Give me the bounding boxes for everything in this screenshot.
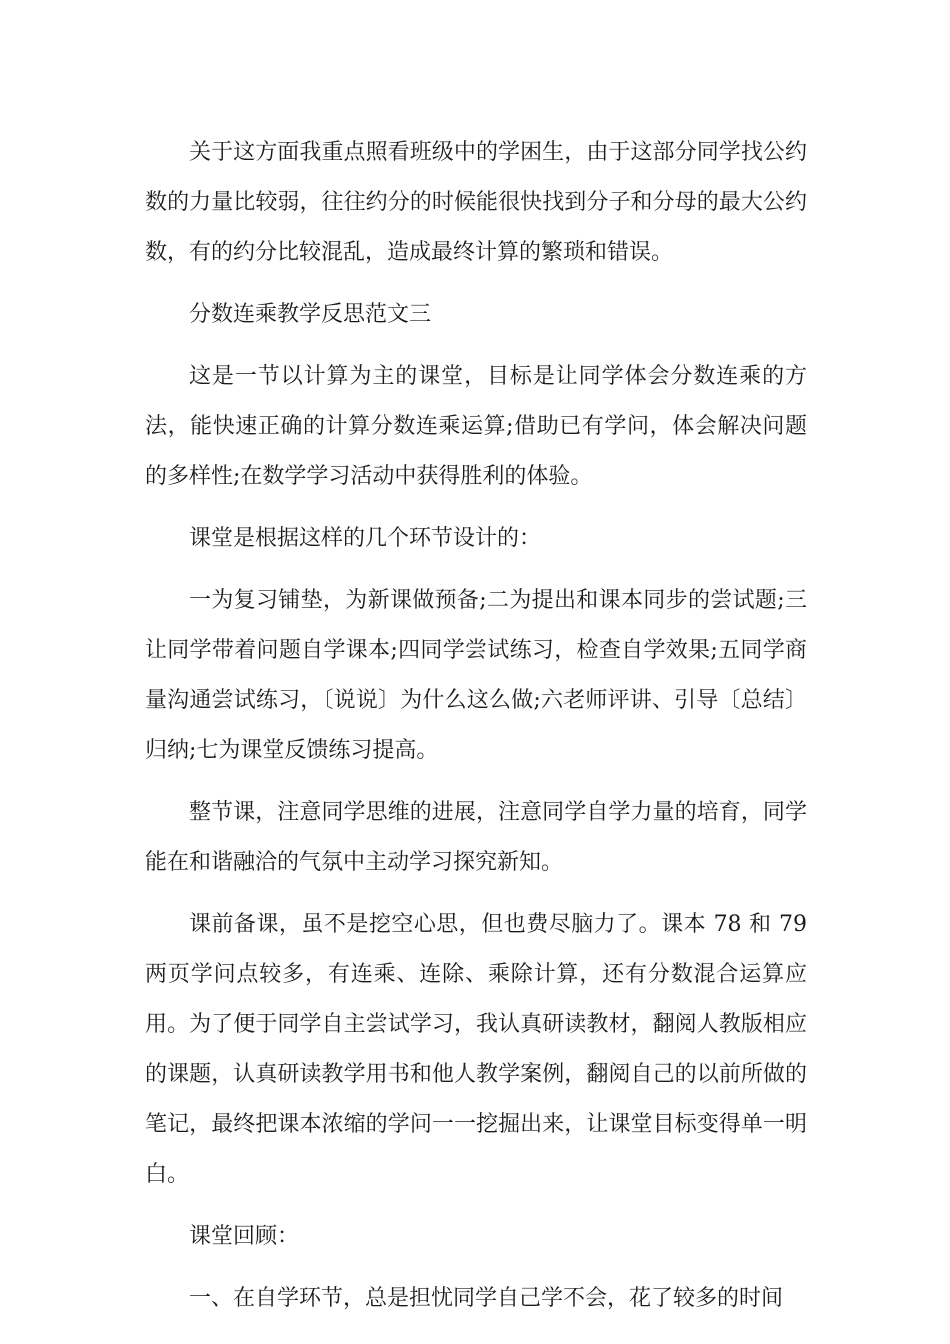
paragraph-6: 整节课，注意同学思维的进展，注意同学自学力量的培育，同学能在和谐融洽的气氛中主动学习探究新知。 (145, 800, 807, 875)
paragraph-7: 课前备课，虽不是挖空心思，但也费尽脑力了。课本 78 和 79 两页学问点较多，有连乘、连除、乘除计算，还有分数混合运算应用。为了便于同学自主尝试学习，我认真研读教材，翻阅人教版相应的课题，认真研读教学用书和他人教学案例，翻阅自己的以前所做的笔记，最终把课本浓缩的学问一一挖掘出来，让课堂目标变得单一明白。 (145, 912, 807, 1187)
paragraph-3: 这是一节以计算为主的课堂，目标是让同学体会分数连乘的方法，能快速正确的计算分数连乘运算;借助已有学问，体会解决问题的多样性;在数学学习活动中获得胜利的体验。 (145, 364, 807, 489)
paragraph-5: 一为复习铺垫，为新课做预备;二为提出和课本同步的尝试题;三让同学带着问题自学课本;四同学尝试练习，检查自学效果;五同学商量沟通尝试练习，〔说说〕为什么这么做;六老师评讲、引导〔总结〕归纳;七为课堂反馈练习提高。 (145, 588, 807, 763)
paragraph-9: 一、在自学环节，总是担忧同学自己学不会，花了较多的时间 (189, 1286, 784, 1311)
section-heading: 分数连乘教学反思范文三 (189, 302, 432, 327)
paragraph-4: 课堂是根据这样的几个环节设计的： (189, 526, 542, 551)
paragraph-1: 关于这方面我重点照看班级中的学困生，由于这部分同学找公约数的力量比较弱，往往约分的时候能很快找到分子和分母的最大公约数，有的约分比较混乱，造成最终计算的繁琐和错误。 (145, 140, 807, 265)
paragraph-8: 课堂回顾： (189, 1224, 300, 1249)
document-body (145, 128, 807, 1336)
